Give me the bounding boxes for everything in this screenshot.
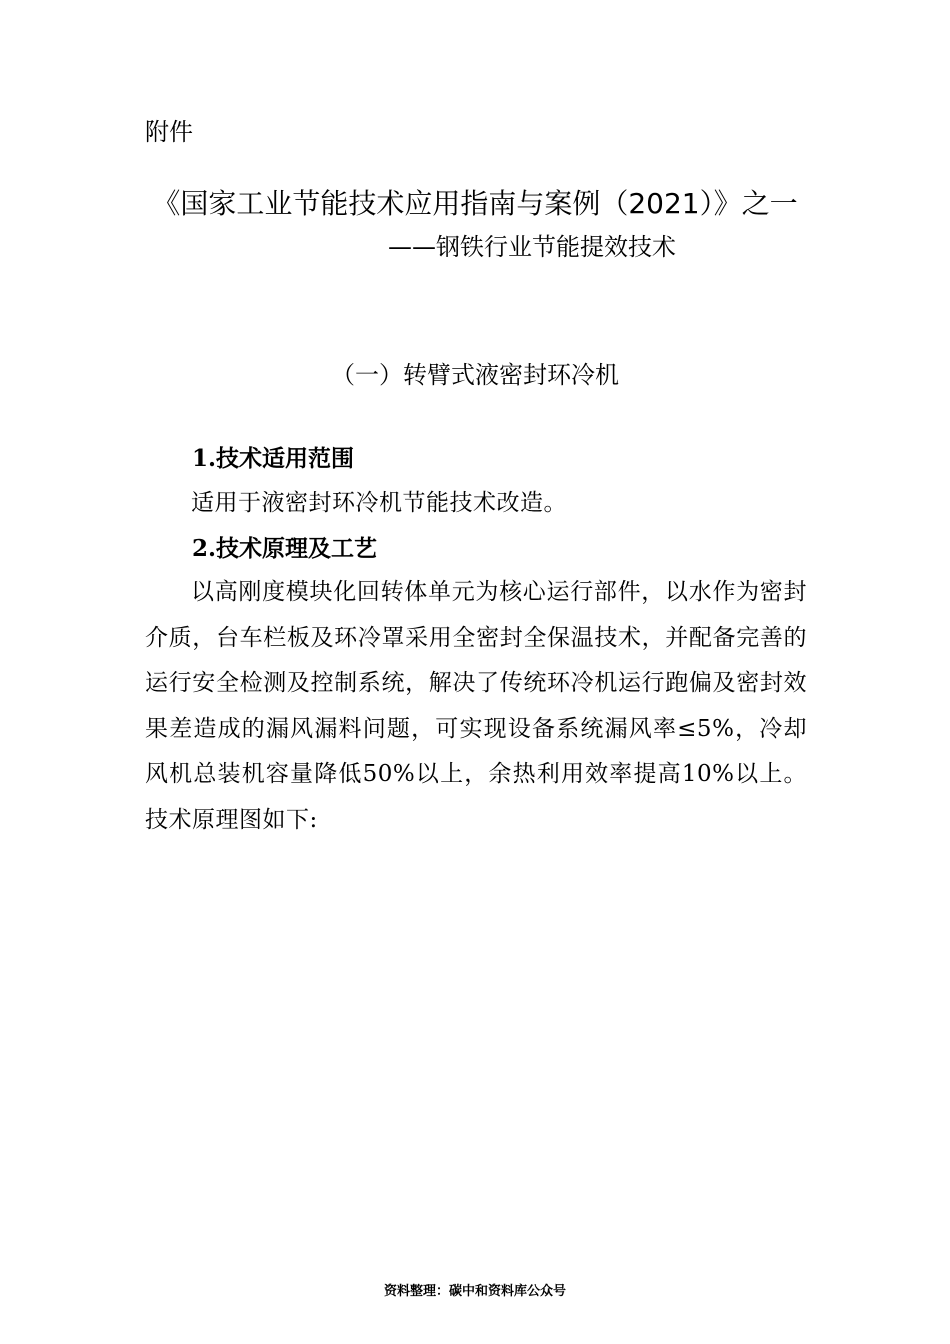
section-heading: （一）转臂式液密封环冷机 — [331, 361, 619, 389]
scope-paragraph: 适用于液密封环冷机节能技术改造。 — [191, 490, 567, 516]
document-title: 《国家工业节能技术应用指南与案例（2021）》之一 — [152, 187, 798, 220]
attachment-label: 附件 — [145, 118, 193, 146]
principle-paragraph: 以高刚度模块化回转体单元为核心运行部件，以水作为密封介质，台车栏板及环冷罩采用全密封全保温技术，并配备完善的运行安全检测及控制系统，解决了传统环冷机运行跑偏及密封效果差造成的漏风漏料问题，可实现设备系统漏风率≤5%，冷却风机总装机容量降低50%以上，余热利用效率提高10%以上。技术原理图如下: — [145, 579, 807, 833]
document-subtitle: ——钢铁行业节能提效技术 — [388, 233, 676, 261]
footer-note: 资料整理：碳中和资料库公众号 — [383, 1284, 566, 1299]
principle-heading: 2.技术原理及工艺 — [192, 535, 378, 562]
scope-heading: 1.技术适用范围 — [192, 445, 355, 472]
